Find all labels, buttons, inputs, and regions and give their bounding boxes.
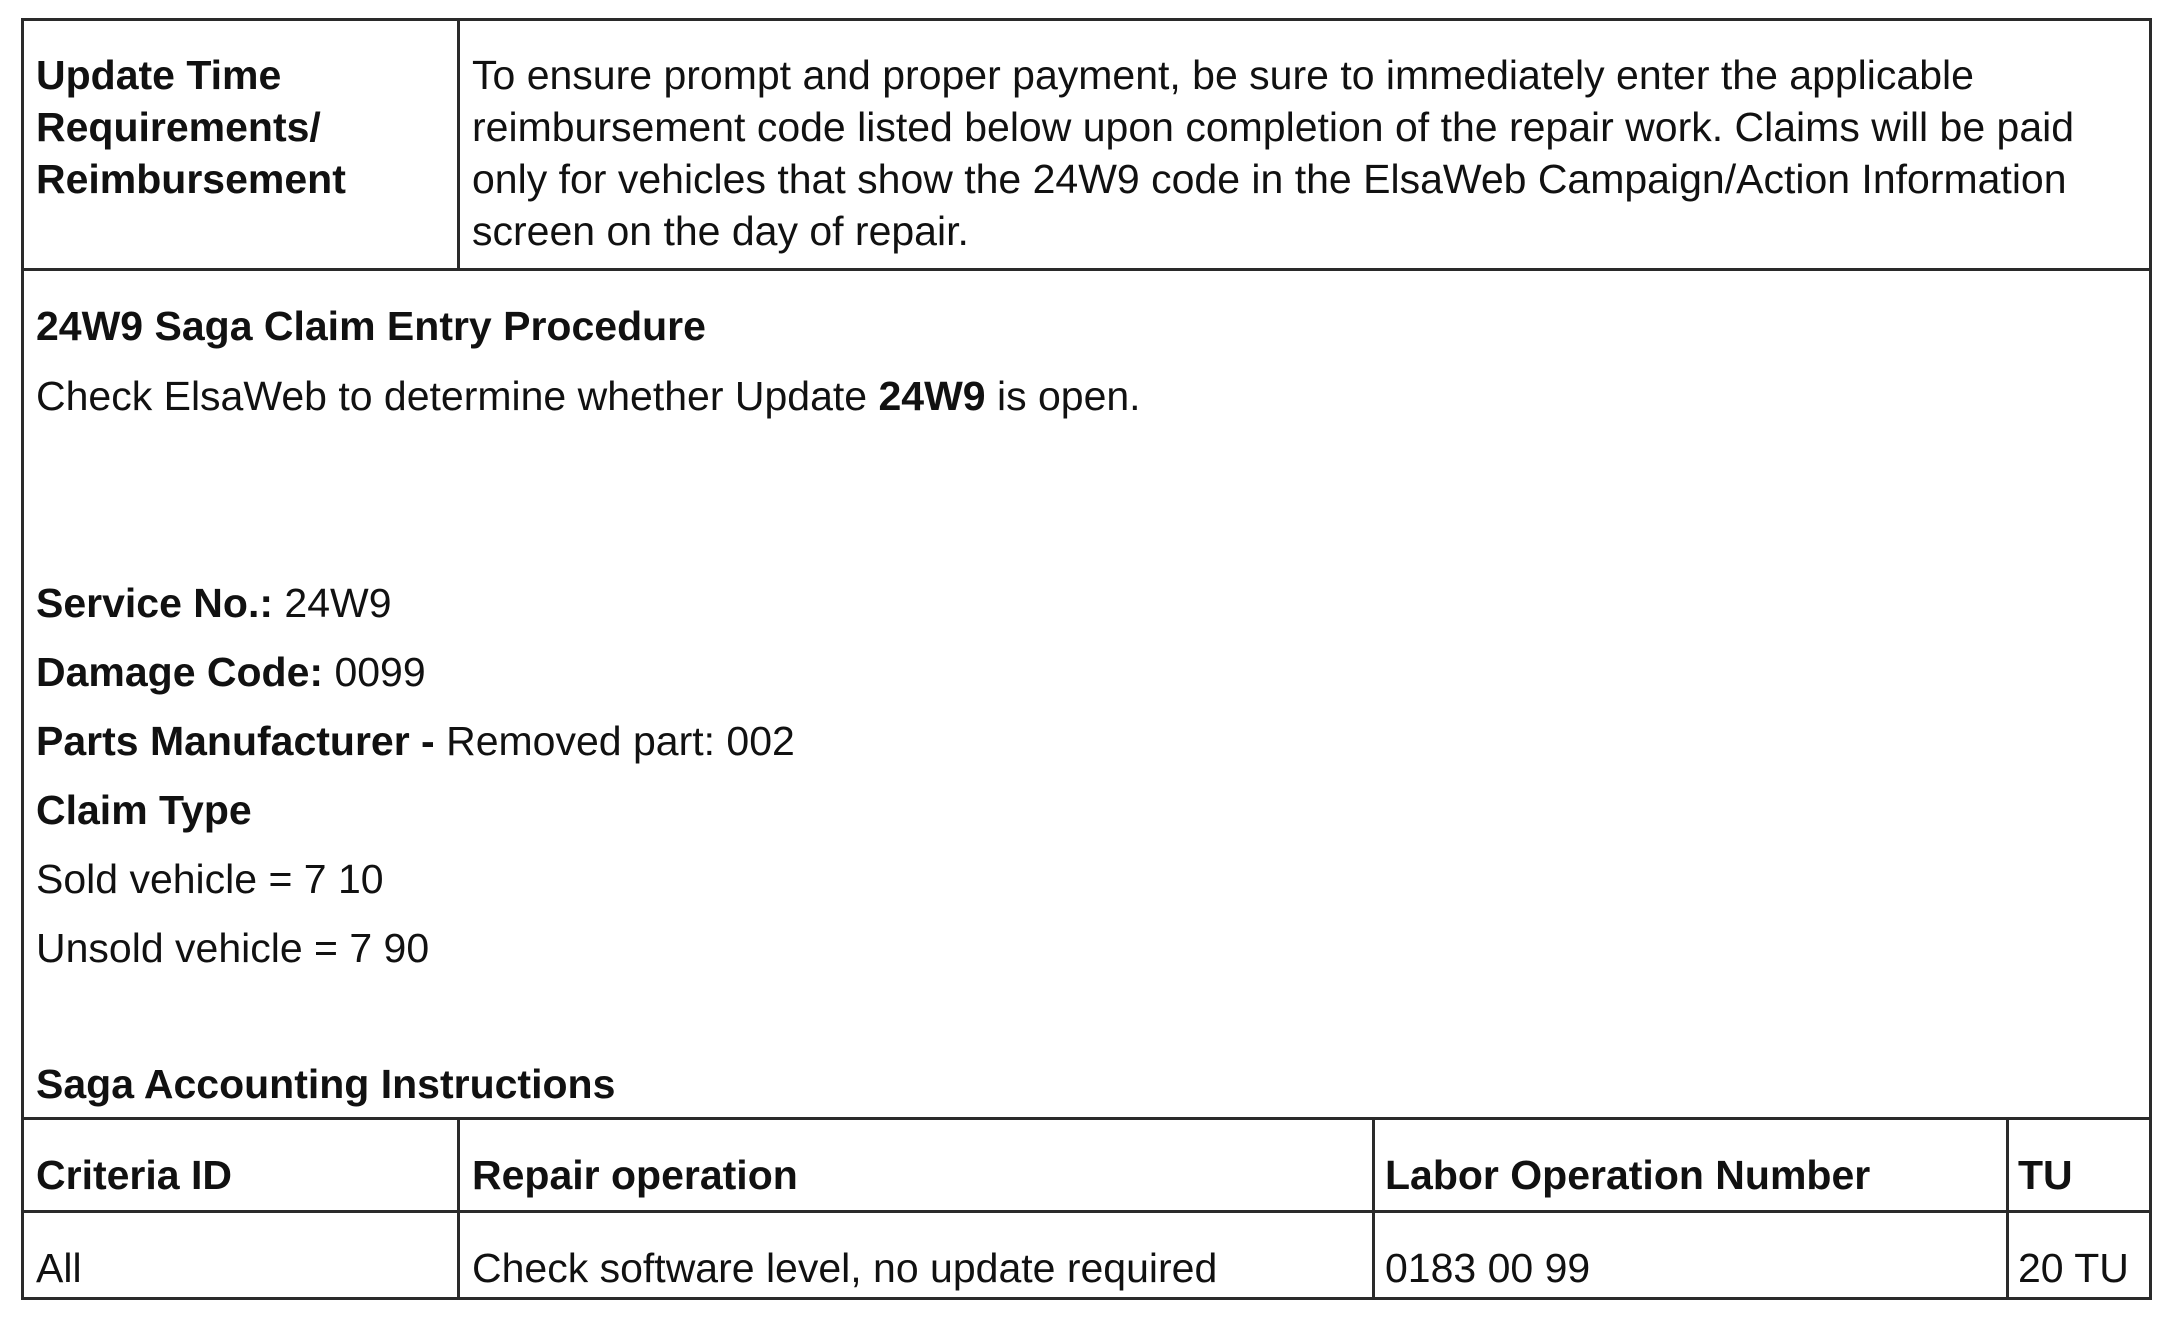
check-text-after: is open. <box>985 373 1141 419</box>
update-column-divider <box>457 21 460 268</box>
service-number-value: 24W9 <box>273 580 392 626</box>
table-column-divider-3 <box>2006 1117 2009 1300</box>
table-header-rule <box>24 1210 2149 1213</box>
table-top-rule <box>24 1117 2149 1120</box>
unsold-vehicle-line: Unsold vehicle = 7 90 <box>36 925 430 971</box>
service-number-label: Service No.: <box>36 580 273 626</box>
table-header-criteria-id: Criteria ID <box>36 1152 232 1198</box>
table-cell-labor-operation-number: 0183 00 99 <box>1385 1245 1591 1291</box>
table-column-divider-1 <box>457 1117 460 1300</box>
damage-code-label: Damage Code: <box>36 649 324 695</box>
service-number-line <box>36 577 392 629</box>
claim-document <box>21 18 2152 1300</box>
section-divider <box>24 268 2149 271</box>
update-time-text-line-3: only for vehicles that show the 24W9 code in the ElsaWeb Campaign/Action Information <box>472 156 2067 202</box>
parts-manufacturer-line <box>36 715 795 767</box>
check-text-before: Check ElsaWeb to determine whether Update <box>36 373 879 419</box>
table-cell-tu: 20 TU <box>2018 1245 2129 1291</box>
check-update-code: 24W9 <box>878 373 986 419</box>
update-time-text-line-1: To ensure prompt and proper payment, be sure to immediately enter the applicable <box>472 52 1974 98</box>
parts-manufacturer-value: Removed part: 002 <box>434 718 795 764</box>
update-time-label-line-1: Update Time <box>36 52 282 98</box>
table-cell-criteria-id: All <box>36 1245 82 1291</box>
parts-manufacturer-label: Parts Manufacturer - <box>36 718 435 764</box>
accounting-title: Saga Accounting Instructions <box>36 1061 616 1107</box>
damage-code-value: 0099 <box>323 649 426 695</box>
update-time-label-line-3: Reimbursement <box>36 156 346 202</box>
procedure-title: 24W9 Saga Claim Entry Procedure <box>36 303 706 349</box>
check-elsaweb-line <box>36 370 1141 422</box>
table-cell-repair-operation: Check software level, no update required <box>472 1245 1218 1291</box>
update-time-label-line-2: Requirements/ <box>36 104 321 150</box>
update-time-text-line-4: screen on the day of repair. <box>472 208 969 254</box>
table-column-divider-2 <box>1372 1117 1375 1300</box>
table-header-tu: TU <box>2018 1152 2073 1198</box>
damage-code-line <box>36 646 426 698</box>
table-header-labor-operation-number: Labor Operation Number <box>1385 1152 1871 1198</box>
sold-vehicle-line: Sold vehicle = 7 10 <box>36 856 384 902</box>
claim-type-label: Claim Type <box>36 787 252 833</box>
update-time-text-line-2: reimbursement code listed below upon completion of the repair work. Claims will be paid <box>472 104 2075 150</box>
table-header-repair-operation: Repair operation <box>472 1152 798 1198</box>
